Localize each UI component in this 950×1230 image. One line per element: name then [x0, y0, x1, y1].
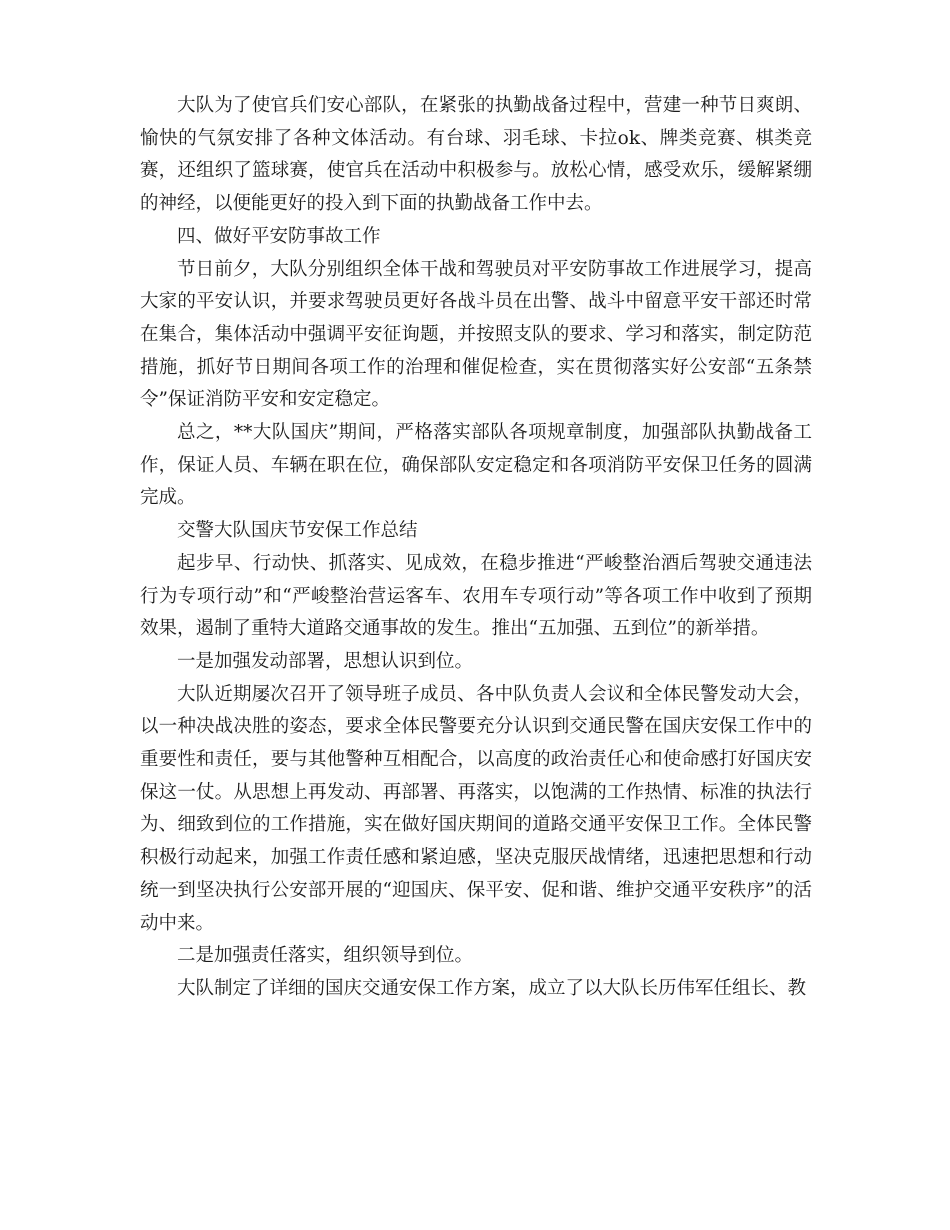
- paragraph-mobilization: 大队近期屡次召开了领导班子成员、各中队负责人会议和全体民警发动大会，以一种决战决胜的姿态，要求全体民警要充分认识到交通民警在国庆安保工作中的重要性和责任，要与其他警种互相配合，以高度的政治责任心和使命感打好国庆安保这一仗。从思想上再发动、再部署、再落实，以饱满的工作热情、标准的执法行为、细致到位的工作措施，实在做好国庆期间的道路交通平安保卫工作。全体民警积极行动起来，加强工作责任感和紧迫感，坚决克服厌战情绪，迅速把思想和行动统一到坚决执行公安部开展的“迎国庆、保平安、促和谐、维护交通平安秩序”的活动中来。: [140, 683, 812, 934]
- paragraph-summary: 总之，**大队国庆”期间，严格落实部队各项规章制度，加强部队执勤战备工作，保证人员、车辆在职在位，确保部队安定稳定和各项消防平安保卫任务的圆满完成。: [140, 422, 812, 509]
- subheading-responsibility: 二是加强责任落实，组织领导到位。: [177, 945, 474, 967]
- paragraph-cultural-activities: 大队为了使官兵们安心部队，在紧张的执勤战备过程中，营建一种节日爽朗、愉快的气氛安排了各种文体活动。有台球、羽毛球、卡拉ok、牌类竞赛、棋类竞赛，还组织了篮球赛，使官兵在活动中积极参与。放松心情，感受欢乐，缓解紧绷的神经，以便能更好的投入到下面的执勤战备工作中去。: [140, 95, 812, 215]
- paragraph-safety-training: 节日前夕，大队分别组织全体干战和驾驶员对平安防事故工作进展学习，提高大家的平安认识，并要求驾驶员更好各战斗员在出警、战斗中留意平安干部还时常在集合，集体活动中强调平安征询题，并按照支队的要求、学习和落实，制定防范措施，抓好节日期间各项工作的治理和催促检查，实在贯彻落实好公安部“五条禁令”保证消防平安和安定稳定。: [140, 258, 812, 411]
- section-heading-traffic-police: 交警大队国庆节安保工作总结: [177, 520, 418, 542]
- paragraph-traffic-intro: 起步早、行动快、抓落实、见成效，在稳步推进“严峻整治酒后驾驶交通违法行为专项行动”和“严峻整治营运客车、农用车专项行动”等各项工作中收到了预期效果，遏制了重特大道路交通事故的发生。推出“五加强、五到位”的新举措。: [140, 552, 812, 640]
- document-page: [140, 90, 812, 1006]
- subheading-mobilization: 一是加强发动部署，思想认识到位。: [177, 650, 474, 672]
- paragraph-responsibility: 大队制定了详细的国庆交通安保工作方案，成立了以大队长历伟军任组长、教: [177, 977, 807, 999]
- section-heading-safety: 四、做好平安防事故工作: [177, 225, 381, 247]
